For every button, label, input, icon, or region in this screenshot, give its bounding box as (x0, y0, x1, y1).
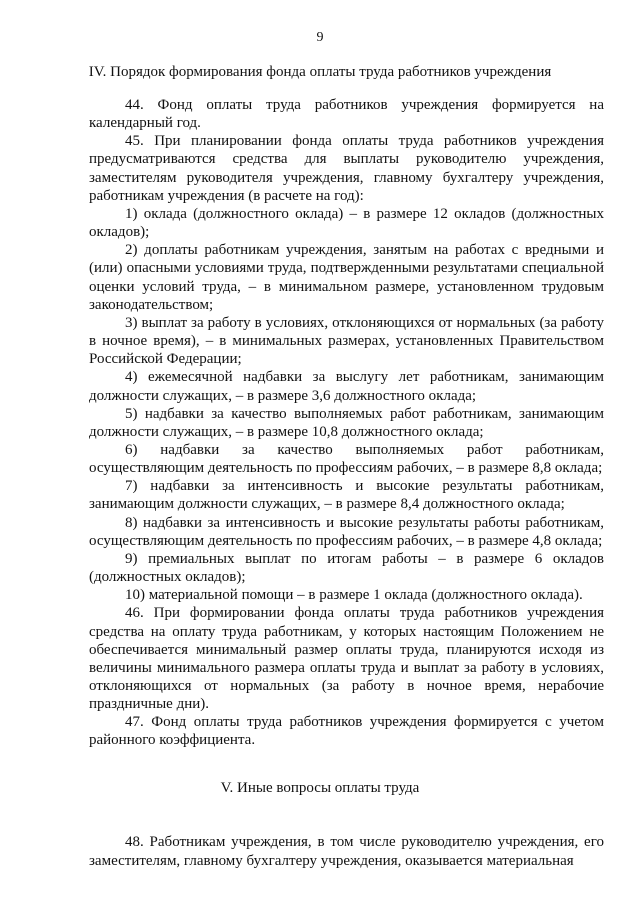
list-item-10: 10) материальной помощи – в размере 1 оклада (должностного оклада). (125, 587, 583, 604)
list-item-1: 1) оклада (должностного оклада) – в размере 12 окладов (должностных окладов); (89, 205, 604, 241)
list-item-6: 6) надбавки за качество выполняемых работ работникам, осуществляющим деятельность по профессиям рабочих, – в размере 8,8 оклада; (89, 441, 604, 477)
paragraph-44: 44. Фонд оплаты труда работников учреждения формируется на календарный год. (89, 97, 604, 132)
section-v-body (89, 833, 604, 871)
list-item-8: 8) надбавки за интенсивность и высокие результаты работы работникам, осуществляющим деятельность по профессиям рабочих, – в размере 4,8 оклада; (89, 514, 604, 549)
paragraph-48: 48. Работникам учреждения, в том числе руководителю учреждения, его заместителям, главному бухгалтеру учреждения, оказывается материальная (89, 834, 604, 869)
list-item-2: 2) доплаты работникам учреждения, занятым на работах с вредными и (или) опасными условиями труда, подтвержденными результатами специальной оценки условий труда, – в минимальном размере, установленном трудовым законодательством; (89, 242, 604, 313)
paragraph-47: 47. Фонд оплаты труда работников учреждения формируется с учетом районного коэффициента. (89, 714, 604, 749)
list-item-4: 4) ежемесячной надбавки за выслугу лет работникам, занимающим должности служащих, – в размере 3,6 должностного оклада; (89, 369, 604, 404)
page-number: 9 (316, 30, 324, 45)
list-item-9: 9) премиальных выплат по итогам работы – в размере 6 окладов (должностных окладов); (89, 550, 604, 586)
section-iv-body (89, 96, 604, 750)
paragraph-45: 45. При планировании фонда оплаты труда работников учреждения предусматриваются средства для выплаты руководителю учреждения, заместителям руководителя учреждения, главному бухгалтеру учреждения, работникам учреждения (в расчете на год): (89, 133, 604, 204)
paragraph-46: 46. При формировании фонда оплаты труда работников учреждения средства на оплату труда работникам, у которых настоящим Положением не обеспечивается минимальный размер оплаты труда, планируются исходя из величины минимального размера оплаты труда и выплат за работу в условиях, отклоняющихся от нормальных (за работу в ночное время, нерабочие праздничные дни). (89, 605, 604, 713)
section-heading-v: V. Иные вопросы оплаты труда (220, 780, 420, 796)
list-item-3: 3) выплат за работу в условиях, отклоняющихся от нормальных (за работу в ночное время), – в минимальных размерах, установленных Правительством Российской Федерации; (89, 314, 604, 368)
list-item-5: 5) надбавки за качество выполняемых работ работникам, занимающим должности служащих, – в размере 10,8 должностного оклада; (89, 405, 604, 440)
list-item-7: 7) надбавки за интенсивность и высокие результаты работникам, занимающим должности служащих, – в размере 8,4 должностного оклада; (89, 478, 604, 513)
section-heading-iv: IV. Порядок формирования фонда оплаты труда работников учреждения (88, 64, 552, 80)
